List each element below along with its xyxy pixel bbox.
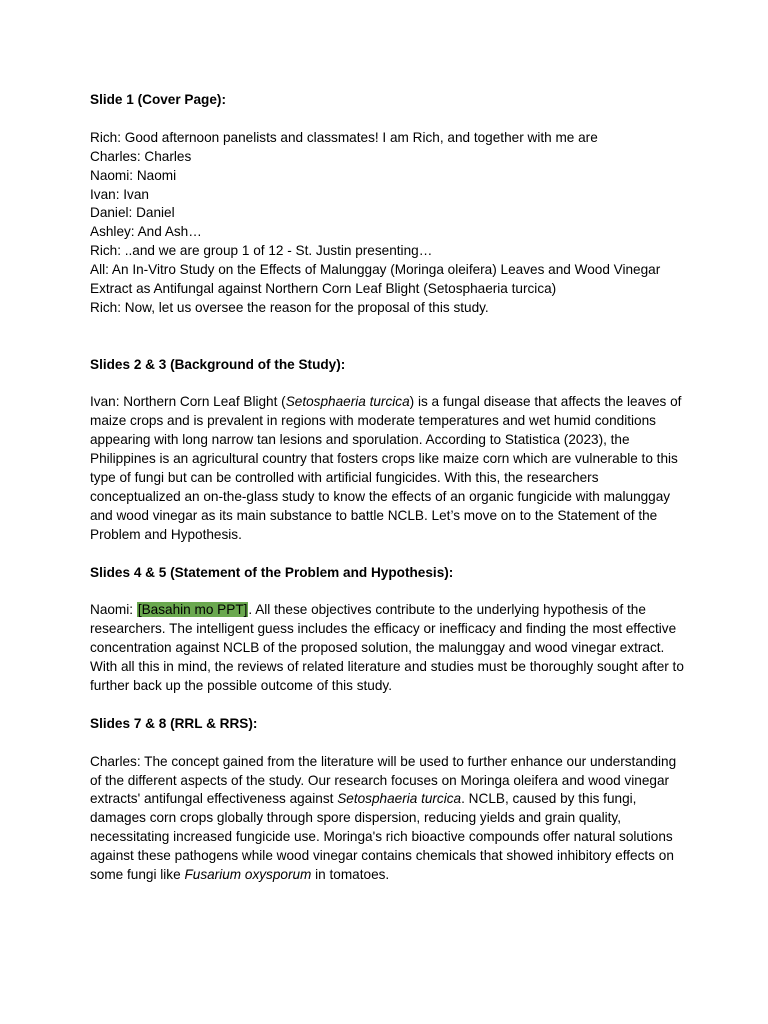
italic-text-run: Setosphaeria turcica [337,791,462,807]
slides45-heading: Slides 4 & 5 (Statement of the Problem and Hypothesis): [90,564,454,580]
slides23-heading: Slides 2 & 3 (Background of the Study): [90,356,346,372]
spacer [90,110,688,129]
script-line: Ashley: And Ash… [90,224,202,240]
spacer [90,696,688,715]
slides78-paragraph [90,753,688,885]
spacer [90,583,688,602]
script-line: Daniel: Daniel [90,205,175,221]
slides23-paragraph [90,393,688,544]
text-run: ) is a fungal disease that affects the leaves of maize crops and is prevalent in regions with moderate temperatures and wet humid conditions appearing with long narrow tan lesions and sporulation. According to Statistica (2023), the Philippines is an agricultural country that fosters crops like maize corn which are vulnerable to this type of fungi but can be controlled with artificial fungicides. With this, the researchers conceptualized an on-the-glass study to know the effects of an organic fungicide with malunggay and wood vinegar as its main substance to battle NCLB. Let’s move on to the Statement of the Problem and Hypothesis. [90,394,682,542]
italic-text-run: Setosphaeria turcica [285,394,410,410]
script-line: Naomi: Naomi [90,167,177,183]
italic-text-run: Fusarium oxysporum [184,867,312,883]
text-run: in tomatoes. [311,867,390,883]
script-line: Charles: Charles [90,148,192,164]
script-line: Ivan: Ivan [90,186,149,202]
slides45-paragraph [90,601,688,696]
spacer [90,375,688,394]
text-run: . NCLB, caused by this fungi, damages corn crops globally through spore dispersion, reducing yields and grain quality, necessitating increased fungicide use. Moringa's rich bioactive compounds offer natural solutions against these pathogens while wood vinegar contains chemicals that showed inhibitory effects on some fungi like [90,791,674,883]
spacer [90,734,688,753]
spacer [90,545,688,564]
script-line: All: An In-Vitro Study on the Effects of Malunggay (Moringa oleifera) Leaves and Wood Vinegar Extract as Antifungal against Northern Corn Leaf Blight (Setosphaeria turcica) [90,262,661,297]
highlighted-text: [Basahin mo PPT] [137,602,248,618]
text-run: . All these objectives contribute to the underlying hypothesis of the researchers. The intelligent guess includes the efficacy or inefficacy and finding the most effective concentration against NCLB of the proposed solution, the malunggay and wood vinegar extract. With all this in mind, the reviews of related literature and studies must be thoroughly sought after to further back up the possible outcome of this study. [90,602,684,694]
text-run: Naomi: [90,602,137,618]
spacer [90,318,688,356]
script-line: Rich: ..and we are group 1 of 12 - St. Justin presenting… [90,243,433,259]
slide1-heading: Slide 1 (Cover Page): [90,92,226,107]
script-line: Rich: Good afternoon panelists and classmates! I am Rich, and together with me are [90,129,598,145]
slides78-heading: Slides 7 & 8 (RRL & RRS): [90,715,258,731]
text-run: Ivan: Northern Corn Leaf Blight ( [90,394,286,410]
text-run: Charles: The concept gained from the literature will be used to further enhance our understanding of the different aspects of the study. Our research focuses on Moringa oleifera and wood vinegar extracts' antifungal effectiveness against [90,753,677,807]
script-line: Rich: Now, let us oversee the reason for the proposal of this study. [90,299,489,315]
